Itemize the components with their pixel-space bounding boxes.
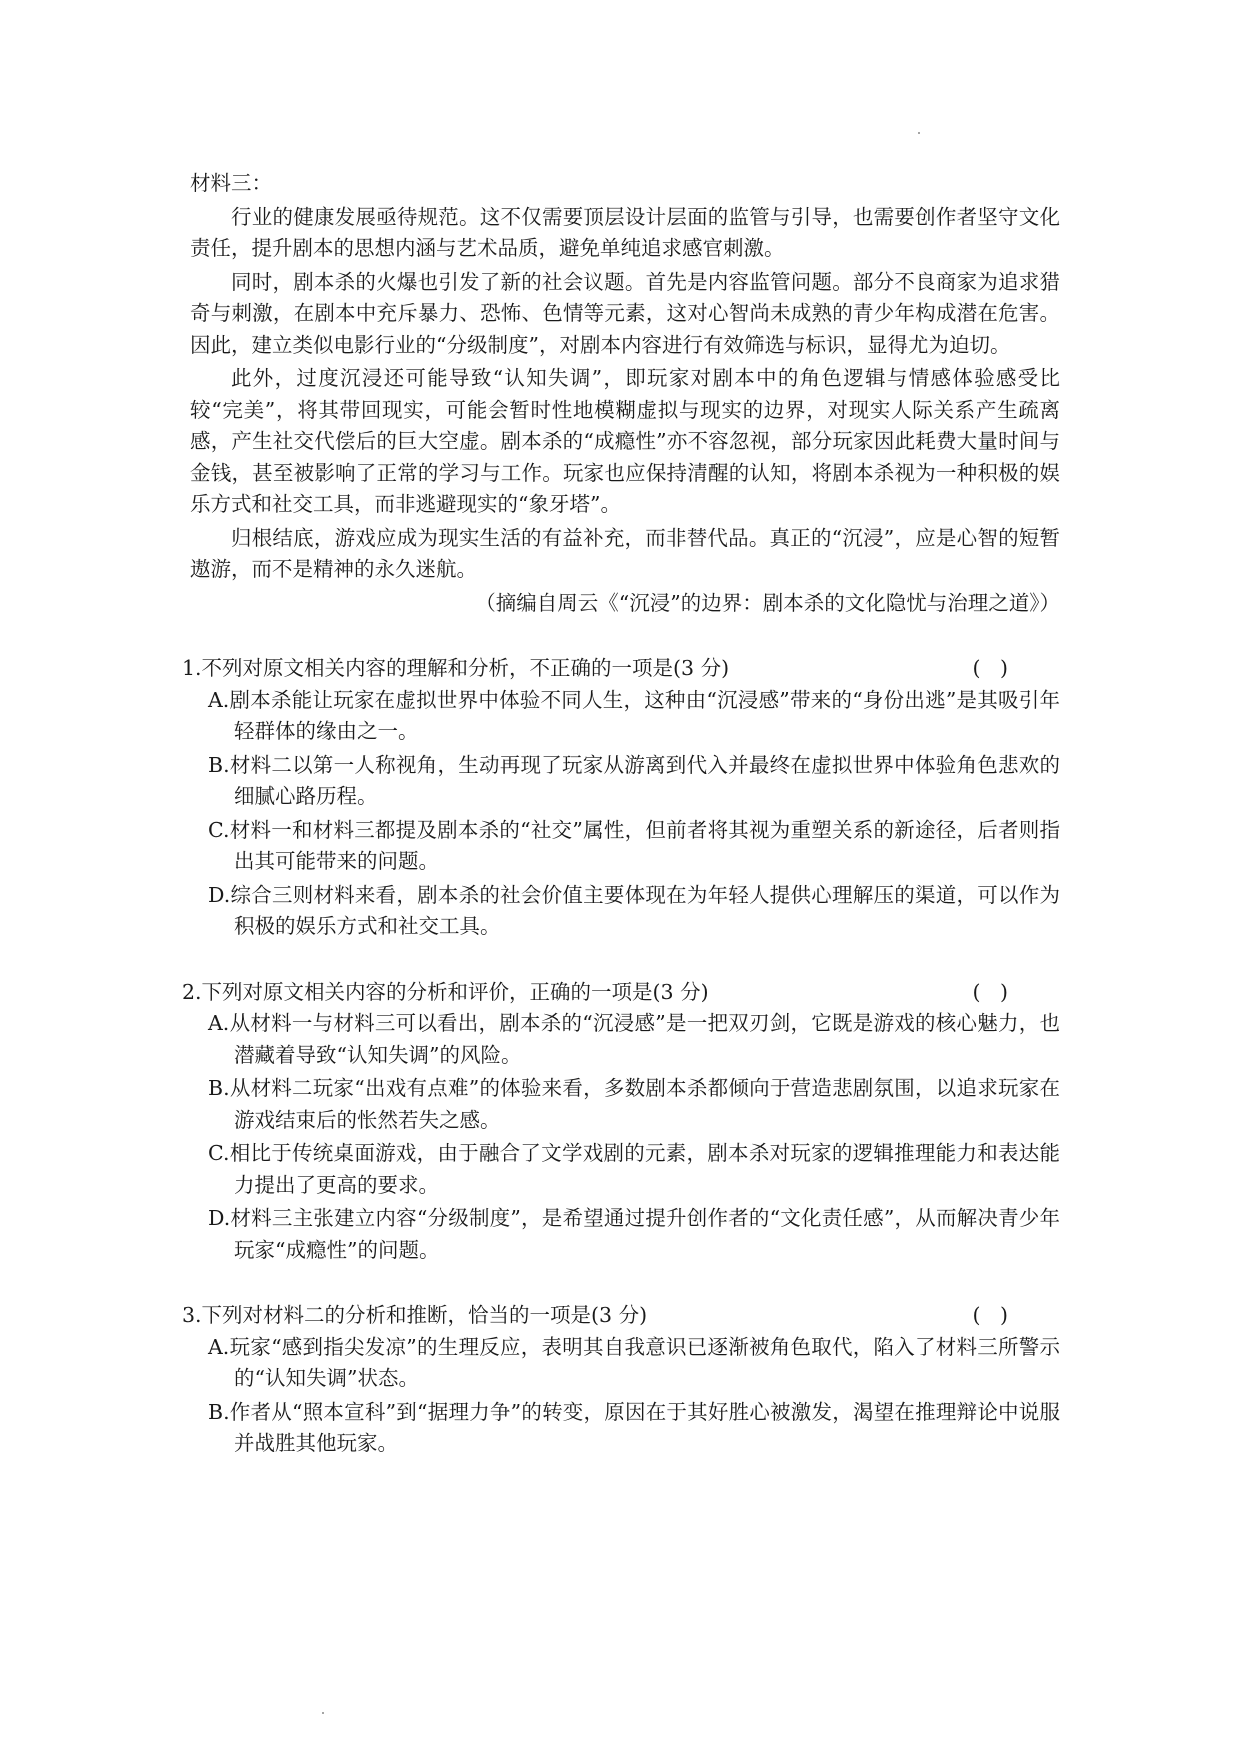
- questions-section: [182, 653, 1060, 1460]
- question-2: [182, 977, 1060, 1267]
- option-b: B.作者从“照本宣科”到“据理力争”的转变，原因在于其好胜心被激发，渴望在推理辩论中说服并战胜其他玩家。: [208, 1399, 1060, 1455]
- question-stem: [182, 653, 1060, 685]
- option-a: A.从材料一与材料三可以看出，剧本杀的“沉浸感”是一把双刃剑，它既是游戏的核心魅力，也潜藏着导致“认知失调”的风险。: [208, 1011, 1060, 1067]
- material-title: 材料三：: [190, 171, 272, 195]
- material-paragraph: 此外，过度沉浸还可能导致“认知失调”，即玩家对剧本中的角色逻辑与情感体验感受比较“完美”，将其带回现实，可能会暂时性地模糊虚拟与现实的边界，对现实人际关系产生疏离感，产生社交代偿后的巨大空虚。剧本杀的“成瘾性”亦不容忽视，部分玩家因此耗费大量时间与金钱，甚至被影响了正常的学习与工作。玩家也应保持清醒的认知，将剧本杀视为一种积极的娱乐方式和社交工具，而非逃避现实的“象牙塔”。: [190, 366, 1060, 516]
- option-d: D.材料三主张建立内容“分级制度”，是希望通过提升创作者的“文化责任感”，从而解决青少年玩家“成瘾性”的问题。: [208, 1206, 1060, 1262]
- material-three-section: [190, 168, 1060, 619]
- question-text: 1.不列对原文相关内容的理解和分析，不正确的一项是(3 分): [182, 656, 730, 680]
- answer-blank: ( ): [972, 1303, 1008, 1327]
- exam-page: [182, 168, 1060, 1462]
- option-b: B.材料二以第一人称视角，生动再现了玩家从游离到代入并最终在虚拟世界中体验角色悲欢的细腻心路历程。: [208, 752, 1060, 808]
- material-source: （摘编自周云《“沉浸”的边界：剧本杀的文化隐忧与治理之道》）: [475, 590, 1060, 615]
- scan-speck: [322, 1712, 324, 1714]
- option-c: C.相比于传统桌面游戏，由于融合了文学戏剧的元素，剧本杀对玩家的逻辑推理能力和表达能力提出了更高的要求。: [208, 1141, 1060, 1197]
- option-a: A.剧本杀能让玩家在虚拟世界中体验不同人生，这种由“沉浸感”带来的“身份出逃”是其吸引年轻群体的缘由之一。: [208, 687, 1060, 743]
- answer-blank: ( ): [972, 656, 1008, 680]
- material-paragraph: 归根结底，游戏应成为现实生活的有益补充，而非替代品。真正的“沉浸”，应是心智的短暂遨游，而不是精神的永久迷航。: [190, 525, 1060, 581]
- answer-blank: ( ): [972, 979, 1008, 1004]
- scan-speck: [918, 132, 920, 134]
- material-paragraph: 行业的健康发展亟待规范。这不仅需要顶层设计层面的监管与引导，也需要创作者坚守文化责任，提升剧本的思想内涵与艺术品质，避免单纯追求感官刺激。: [190, 204, 1060, 260]
- question-stem: [182, 1300, 1060, 1332]
- option-d: D.综合三则材料来看，剧本杀的社会价值主要体现在为年轻人提供心理解压的渠道，可以作为积极的娱乐方式和社交工具。: [208, 882, 1060, 938]
- option-a: A.玩家“感到指尖发凉”的生理反应，表明其自我意识已逐渐被角色取代，陷入了材料三所警示的“认知失调”状态。: [208, 1334, 1060, 1390]
- question-stem: [182, 977, 1060, 1009]
- option-c: C.材料一和材料三都提及剧本杀的“社交”属性，但前者将其视为重塑关系的新途径，后者则指出其可能带来的问题。: [208, 817, 1060, 873]
- material-paragraph: 同时，剧本杀的火爆也引发了新的社会议题。首先是内容监管问题。部分不良商家为追求猎奇与刺激，在剧本中充斥暴力、恐怖、色情等元素，这对心智尚未成熟的青少年构成潜在危害。因此，建立类似电影行业的“分级制度”，对剧本内容进行有效筛选与标识，显得尤为迫切。: [190, 269, 1060, 357]
- option-b: B.从材料二玩家“出戏有点难”的体验来看，多数剧本杀都倾向于营造悲剧氛围，以追求玩家在游戏结束后的怅然若失之感。: [208, 1076, 1060, 1132]
- question-3: [182, 1300, 1060, 1460]
- question-text: 3.下列对材料二的分析和推断，恰当的一项是(3 分): [182, 1303, 648, 1327]
- question-text: 2.下列对原文相关内容的分析和评价，正确的一项是(3 分): [182, 979, 709, 1004]
- question-1: [182, 653, 1060, 943]
